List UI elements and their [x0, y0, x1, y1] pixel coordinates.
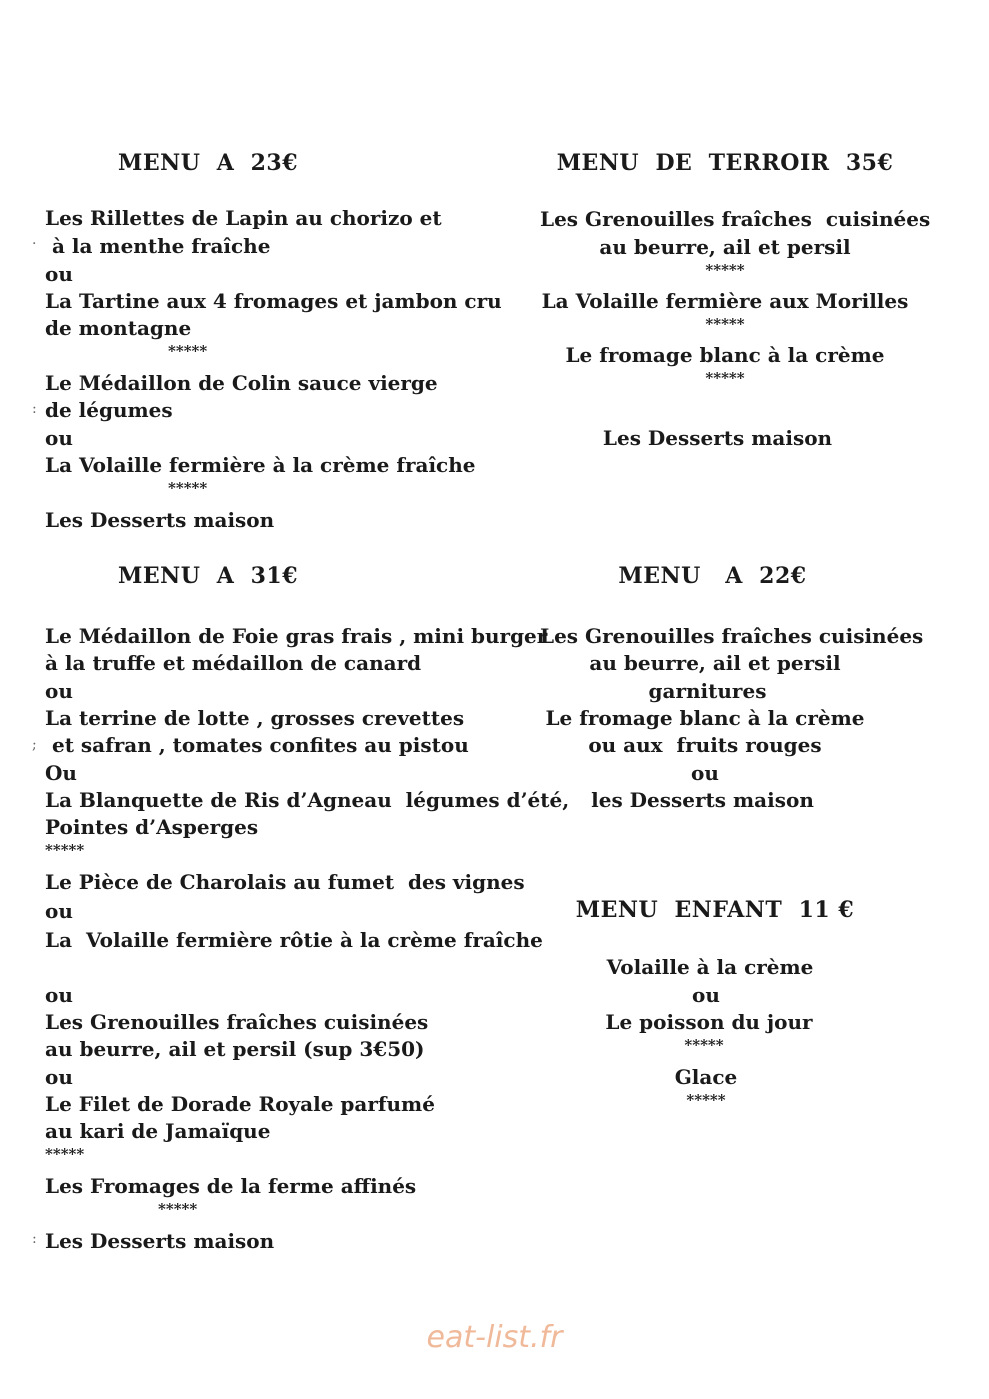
menu-23-line: Les Rillettes de Lapin au chorizo et: [45, 206, 442, 230]
menu-terroir-separator: *****: [705, 315, 745, 333]
menu-enfant-line: Le poisson du jour: [605, 1010, 813, 1034]
margin-mark: ;: [32, 737, 37, 753]
menu-31-line: La terrine de lotte , grosses crevettes: [45, 706, 465, 730]
menu-31-line: Le Pièce de Charolais au fumet des vignes: [45, 870, 525, 894]
menu-23-title: MENU A 23€: [118, 150, 299, 176]
menu-22-line: ou: [691, 761, 719, 785]
menu-23-line: La Tartine aux 4 fromages et jambon cru: [45, 289, 502, 313]
menu-23-line: Les Desserts maison: [45, 508, 275, 532]
menu-23-line: à la menthe fraîche: [45, 234, 271, 258]
menu-31-line: Les Grenouilles fraîches cuisinées: [45, 1010, 429, 1034]
menu-terroir-separator: *****: [705, 261, 745, 279]
menu-enfant-separator: *****: [686, 1091, 726, 1109]
menu-31-line: ou: [45, 679, 73, 703]
menu-enfant-title: MENU ENFANT 11 €: [575, 897, 855, 923]
menu-31-title: MENU A 31€: [118, 563, 299, 589]
margin-mark: ·: [32, 236, 37, 252]
menu-31-line: La Blanquette de Ris d’Agneau légumes d’été,: [45, 788, 570, 812]
menu-31-line: Le Filet de Dorade Royale parfumé: [45, 1092, 435, 1116]
menu-enfant-line: Glace: [674, 1065, 738, 1089]
menu-31-line: Pointes d’Asperges: [45, 815, 259, 839]
menu-31-line: Le Médaillon de Foie gras frais , mini burger: [45, 624, 548, 648]
menu-terroir-title: MENU DE TERROIR 35€: [556, 150, 894, 176]
menu-23-line: ou: [45, 262, 73, 286]
menu-enfant-separator: *****: [684, 1036, 724, 1054]
menu-terroir-line: Les Desserts maison: [602, 426, 833, 450]
margin-mark: :: [32, 1231, 37, 1247]
menu-terroir-line: Les Grenouilles fraîches cuisinées: [540, 207, 931, 231]
menu-23-line: La Volaille fermière à la crème fraîche: [45, 453, 476, 477]
menu-31-line: ou: [45, 1065, 73, 1089]
menu-22-line: Le fromage blanc à la crème: [545, 706, 865, 730]
menu-23-line: de montagne: [45, 316, 192, 340]
menu-31-separator: *****: [158, 1200, 198, 1218]
menu-22-line: garnitures: [648, 679, 767, 703]
menu-23-line: de légumes: [45, 398, 173, 422]
menu-23-separator: *****: [168, 479, 208, 497]
menu-22-line: Les Grenouilles fraîches cuisinées: [540, 624, 924, 648]
menu-31-line: Ou: [45, 761, 77, 785]
menu-23-line: Le Médaillon de Colin sauce vierge: [45, 371, 438, 395]
menu-terroir-line: au beurre, ail et persil: [599, 235, 851, 259]
menu-22-title: MENU A 22€: [618, 563, 807, 589]
menu-terroir-line: Le fromage blanc à la crème: [565, 343, 885, 367]
menu-31-line: et safran , tomates confites au pistou: [45, 733, 469, 757]
menu-22-line: au beurre, ail et persil: [589, 651, 841, 675]
menu-31-line: au beurre, ail et persil (sup 3€50): [45, 1037, 425, 1061]
menu-31-line: La Volaille fermière rôtie à la crème fraîche: [45, 928, 543, 952]
menu-31-line: Les Desserts maison: [45, 1229, 275, 1253]
margin-mark: :: [32, 401, 37, 417]
menu-enfant-line: Volaille à la crème: [606, 955, 814, 979]
menu-31-separator: *****: [45, 841, 85, 859]
menu-terroir-separator: *****: [705, 369, 745, 387]
menu-31-line: au kari de Jamaïque: [45, 1119, 271, 1143]
menu-enfant-line: ou: [692, 983, 720, 1007]
menu-23-separator: *****: [168, 342, 208, 360]
menu-23-line: ou: [45, 426, 73, 450]
menu-31-line: Les Fromages de la ferme affinés: [45, 1174, 417, 1198]
menu-22-line: ou aux fruits rouges: [588, 733, 822, 757]
menu-22-line: les Desserts maison: [591, 788, 814, 812]
menu-31-line: ou: [45, 899, 73, 923]
watermark: eat-list.fr: [426, 1320, 563, 1355]
menu-terroir-line: La Volaille fermière aux Morilles: [541, 289, 909, 313]
menu-31-line: ou: [45, 983, 73, 1007]
menu-31-separator: *****: [45, 1145, 85, 1163]
menu-31-line: à la truffe et médaillon de canard: [45, 651, 422, 675]
